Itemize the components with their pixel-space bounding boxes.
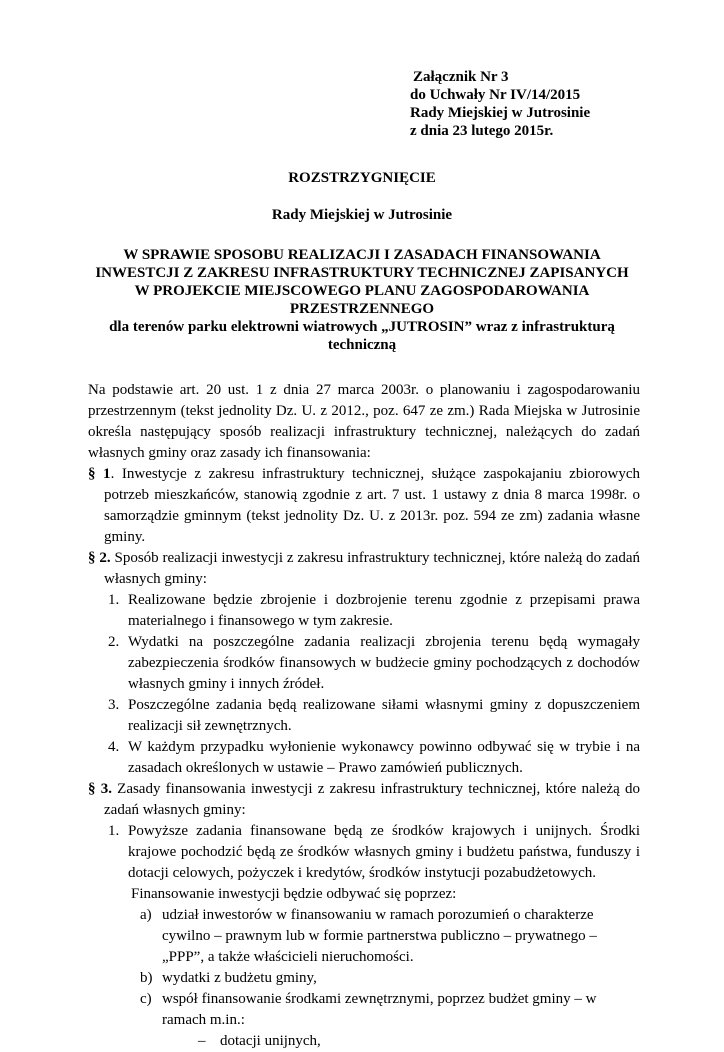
section-3-list [88,821,640,884]
list-item-text: współ finansowanie środkami zewnętrznymi, poprzez budżet gminy – w ramach m.in.: [162,991,597,1028]
section-1-label: § 1 [88,466,111,482]
list-item-number: 3. [108,697,120,713]
subject-block [88,246,636,354]
list-item-text: Wydatki na poszczególne zadania realizacji zbrojenia terenu będą wymagały zabezpieczenia środków finansowych w budżecie gminy pochodzących z dochodów własnych gminy i innych źródeł. [128,634,640,692]
annex-number: Załącznik Nr 3 [413,69,509,85]
list-item-text: wydatki z budżetu gminy, [162,970,317,986]
list-item [88,1031,640,1052]
annex-council: Rady Miejskiej w Jutrosinie [410,105,591,121]
list-item-letter: c) [140,991,152,1007]
section-2-text: Sposób realizacji inwestycji z zakresu infrastruktury technicznej, które należą do zadań własnych gminy: [104,550,640,587]
annex-header [410,68,590,140]
section-2-list [88,590,640,779]
subject-line-4: PRZESTRZENNEGO [289,301,435,317]
list-item [88,989,640,1031]
list-item-text: dotacji unijnych, [220,1033,321,1049]
list-item-number: 1. [108,823,120,839]
dash-bullet: – [198,1033,206,1049]
list-item-letter: b) [140,970,153,986]
document-body [88,380,640,1052]
list-item-letter: a) [140,907,152,923]
list-item-number: 2. [108,634,120,650]
financing-intro: Finansowanie inwestycji będzie odbywać się poprzez: [131,886,457,902]
annex-date: z dnia 23 lutego 2015r. [410,123,554,139]
annex-resolution: do Uchwały Nr IV/14/2015 [410,87,581,103]
list-item [88,821,640,884]
list-item-number: 1. [108,592,120,608]
section-1 [88,464,640,548]
list-item [88,968,640,989]
subject-line-5: dla terenów parku elektrowni wiatrowych „JUTROSIN” wraz z infrastrukturą [109,319,615,335]
council-name: Rady Miejskiej w Jutrosinie [271,207,453,223]
subject-line-6: techniczną [327,337,397,353]
list-item [88,632,640,695]
section-2 [88,548,640,590]
subject-line-1: W SPRAWIE SPOSOBU REALIZACJI I ZASADACH FINANSOWANIA [123,247,601,263]
document-title: ROZSTRZYGNIĘCIE [288,170,436,186]
list-item-text: Realizowane będzie zbrojenie i dozbrojenie terenu zgodnie z przepisami prawa materialnego i finansowego w tym zakresie. [128,592,640,629]
list-item-number: 4. [108,739,120,755]
subject-line-3: W PROJEKCIE MIEJSCOWEGO PLANU ZAGOSPODAROWANIA [134,283,590,299]
subject-line-2: INWESTCJI Z ZAKRESU INFRASTRUKTURY TECHNICZNEJ ZAPISANYCH [95,265,629,281]
financing-list [88,905,640,1031]
list-item-text: udział inwestorów w finansowaniu w ramach porozumień o charakterze cywilno – prawnym lub w formie partnerstwa publiczno – prywatnego – „PPP”, a także właścicieli nieruchomości. [162,907,597,965]
list-item [88,590,640,632]
section-3-text: Zasady finansowania inwestycji z zakresu infrastruktury technicznej, które należą do zadań własnych gminy: [104,781,641,818]
list-item [88,737,640,779]
section-3-label: § 3. [88,781,112,797]
list-item [88,695,640,737]
list-item-text: Poszczególne zadania będą realizowane siłami własnymi gminy z dopuszczeniem realizacji sił zewnętrznych. [128,697,640,734]
section-3 [88,779,640,821]
list-item-text: Powyższe zadania finansowane będą ze środków krajowych i unijnych. Środki krajowe pochodzić będą ze środków własnych gminy i budżetu państwa, funduszy i dotacji celowych, pożyczek i kredytów, środków instytucji pozabudżetowych. [128,823,640,881]
external-funding-list [88,1031,640,1052]
list-item [88,905,640,968]
list-item-text: W każdym przypadku wyłonienie wykonawcy powinno odbywać się w trybie i na zasadach określonych w ustawie – Prawo zamówień publicznych. [128,739,640,776]
section-1-text: . Inwestycje z zakresu infrastruktury technicznej, służące zaspokajaniu zbiorowych potrzeb mieszkańców, stanowią zgodnie z art. 7 ust. 1 ustawy z dnia 8 marca 1998r. o samorządzie gminnym (tekst jednolity Dz. U. z 2013r. poz. 594 ze zm) zadania własne gminy. [104,466,640,545]
section-2-label: § 2. [88,550,111,566]
intro-paragraph: Na podstawie art. 20 ust. 1 z dnia 27 marca 2003r. o planowaniu i zagospodarowaniu przestrzennym (tekst jednolity Dz. U. z 2012., poz. 647 ze zm.) Rada Miejska w Jutrosinie określa następujący sposób realizacji infrastruktury technicznej, należących do zadań własnych gminy oraz zasady ich finansowania: [88,382,640,461]
